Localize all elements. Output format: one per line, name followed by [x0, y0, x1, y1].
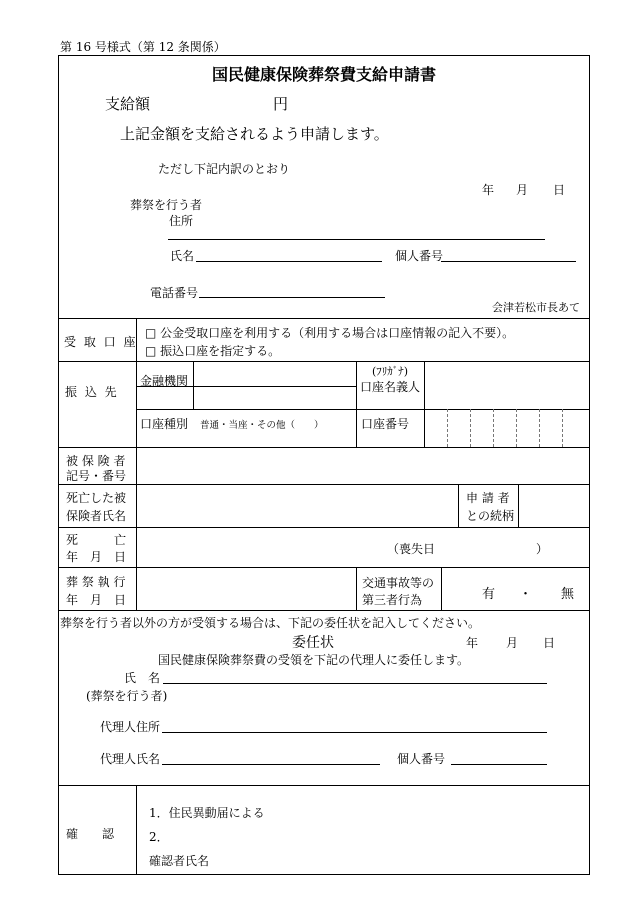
account-holder-field[interactable] — [427, 363, 588, 407]
deceased-name-field[interactable] — [139, 487, 455, 525]
furigana-label: (ﾌﾘｶﾞﾅ) — [372, 365, 409, 378]
agent-personal-number-field[interactable] — [451, 764, 547, 765]
column-divider — [356, 567, 357, 610]
column-divider — [424, 361, 425, 409]
digit-box-divider — [447, 409, 448, 447]
relation-label-2: との続柄 — [466, 509, 515, 523]
bank-label: 金融機関 — [140, 374, 189, 388]
principal-name-field[interactable] — [163, 683, 547, 684]
insured-number-field[interactable] — [139, 450, 588, 482]
row-divider — [58, 610, 590, 611]
personal-number-field[interactable] — [441, 261, 576, 262]
bank-name-field[interactable] — [196, 363, 354, 385]
row-divider — [136, 409, 590, 410]
accident-yes-option[interactable]: 有 — [482, 587, 496, 602]
agent-address-label: 代理人住所 — [100, 720, 161, 734]
transfer-label: 振 込 先 — [65, 385, 119, 399]
death-date-field[interactable] — [139, 530, 369, 565]
request-text: 上記金額を支給されるよう申請します。 — [120, 125, 389, 143]
yen-label: 円 — [273, 95, 289, 113]
public-account-option[interactable]: □ 公金受取口座を利用する（利用する場合は口座情報の記入不要）。 — [145, 326, 515, 340]
principal-label: (葬祭を行う者) — [86, 689, 168, 703]
accident-label-2: 第三者行為 — [362, 593, 423, 607]
option-separator: ・ — [519, 587, 533, 602]
account-type-label: 口座種別 — [140, 417, 189, 431]
form-number: 第 16 号様式（第 12 条関係） — [60, 40, 226, 54]
delegation-day: 日 — [543, 636, 556, 650]
date-year: 年 — [482, 183, 495, 197]
amount-label: 支給額 — [105, 95, 151, 113]
row-divider — [58, 447, 590, 448]
loss-date-close: ） — [536, 542, 549, 556]
column-divider — [136, 785, 137, 875]
agent-name-label: 代理人氏名 — [100, 752, 161, 766]
column-divider — [458, 484, 459, 527]
personal-number-label: 個人番号 — [395, 249, 444, 263]
confirm-label: 確 認 — [66, 827, 115, 841]
delegation-intro: 葬祭を行う者以外の方が受領する場合は、下記の委任状を記入してください。 — [60, 616, 481, 630]
row-divider — [58, 318, 590, 319]
account-label: 受 取 口 座 — [64, 335, 138, 349]
delegation-year: 年 — [466, 636, 479, 650]
funeral-date-label-1: 葬 祭 執 行 — [66, 575, 126, 589]
column-divider — [518, 484, 519, 527]
agent-personal-number-label: 個人番号 — [397, 752, 446, 766]
relation-label-1: 申 請 者 — [466, 491, 510, 505]
column-divider — [424, 409, 425, 447]
row-divider — [58, 567, 590, 568]
insured-label-2: 記号・番号 — [66, 469, 127, 483]
account-number-label: 口座番号 — [361, 417, 410, 431]
address-label: 住所 — [169, 214, 194, 228]
confirm-item-1: 1．住民異動届による — [149, 806, 265, 820]
applicant-label: 葬祭を行う者 — [130, 198, 203, 212]
delegation-month: 月 — [506, 636, 519, 650]
agent-name-field[interactable] — [162, 764, 380, 765]
principal-name-label: 氏 名 — [124, 671, 161, 685]
row-divider — [58, 484, 590, 485]
death-date-label-1: 死 亡 — [66, 533, 127, 547]
confirm-item-2: 2． — [149, 830, 169, 844]
insured-label-1: 被 保 険 者 — [66, 454, 126, 468]
agent-address-field[interactable] — [162, 732, 547, 733]
accident-no-option[interactable]: 無 — [561, 587, 575, 602]
digit-box-divider — [516, 409, 517, 447]
accident-label-1: 交通事故等の — [362, 576, 435, 590]
addressee: 会津若松市長あて — [492, 301, 580, 314]
row-divider — [58, 785, 590, 786]
deceased-label-2: 保険者氏名 — [66, 509, 127, 523]
transfer-account-option[interactable]: □ 振込口座を指定する。 — [145, 344, 281, 358]
loss-date-label: （喪失日 — [387, 542, 436, 556]
column-divider — [136, 318, 137, 610]
column-divider — [441, 567, 442, 610]
funeral-date-field[interactable] — [139, 570, 353, 608]
delegation-title: 委任状 — [292, 635, 334, 651]
delegation-statement: 国民健康保険葬祭費の受領を下記の代理人に委任します。 — [158, 653, 470, 667]
address-field[interactable] — [168, 239, 545, 240]
digit-box-divider — [562, 409, 563, 447]
name-field[interactable] — [196, 261, 382, 262]
death-date-label-2: 年 月 日 — [66, 550, 127, 564]
phone-label: 電話番号 — [150, 286, 199, 300]
date-day: 日 — [553, 183, 566, 197]
row-divider — [58, 527, 590, 528]
column-divider — [356, 361, 357, 447]
column-divider — [193, 361, 194, 409]
relation-field[interactable] — [521, 487, 588, 525]
digit-box-divider — [470, 409, 471, 447]
digit-box-divider — [539, 409, 540, 447]
form-title: 国民健康保険葬祭費支給申請書 — [211, 65, 436, 84]
date-month: 月 — [516, 183, 529, 197]
name-label: 氏名 — [170, 249, 195, 263]
row-divider — [58, 361, 590, 362]
breakdown-text: ただし下記内訳のとおり — [158, 162, 291, 176]
digit-box-divider — [493, 409, 494, 447]
account-holder-label: 口座名義人 — [360, 380, 421, 394]
confirmer-name-label: 確認者氏名 — [149, 854, 210, 868]
account-type-options[interactable]: 普通・当座・その他（ ） — [200, 420, 324, 431]
phone-field[interactable] — [199, 297, 385, 298]
deceased-label-1: 死亡した被 — [66, 491, 127, 505]
funeral-date-label-2: 年 月 日 — [66, 593, 127, 607]
